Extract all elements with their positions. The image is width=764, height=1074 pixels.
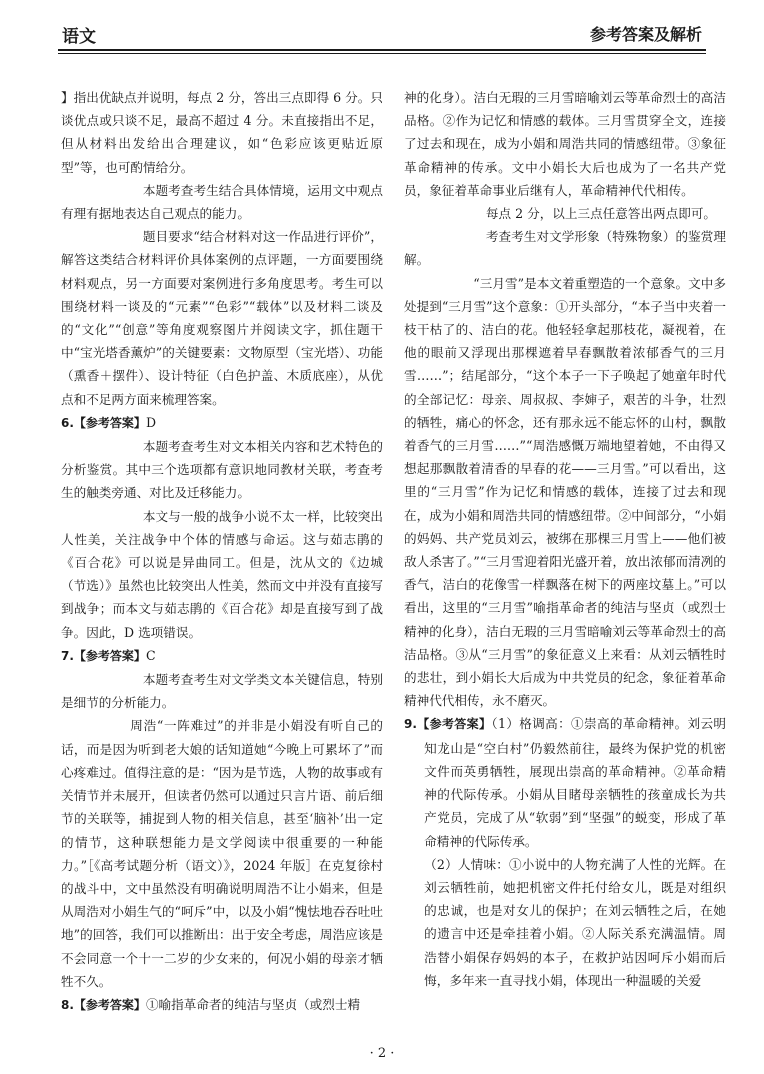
paragraph [404, 225, 726, 271]
page-number: · 2 · [369, 1046, 395, 1061]
subject-title: 语文 [62, 27, 96, 47]
answer-label: 【参考答案】 [73, 648, 146, 663]
answer-item [61, 993, 383, 1017]
paragraph [61, 179, 383, 225]
paragraph-text: 周浩“一阵难过”的并非是小娟没有听自己的话，而是因为听到老大娘的话知道她“今晚上可累坏了”而心疼难过。值得注意的是：“因为是节选，人物的故事或有关情节并未展开，但读者仍然可以通过只言片语、前后细节的关联等，捕捉到人物的相关信息，甚至‘脑补’出一定的情节，这种联想能力是文学阅读中很重要的一种能力。”［《高考试题分析（语文）》，2024 年版］在克复徐村的战斗中，文中虽然没有明确说明周浩不让小娟来，但是从周浩对小娟生气的“呵斥”中，以及小娟“愧怯地吞吞吐吐地”的回答，我们可以推断出：出于安全考虑，周浩应该是不会同意一个十一二岁的少女来的，何况小娟的母亲才牺牲不久。 [61, 718, 383, 989]
answer-item [61, 411, 383, 435]
section-title: 参考答案及解析 [589, 25, 702, 44]
paragraph [61, 225, 383, 411]
answer-label: 【参考答案】 [73, 415, 146, 430]
question-number: 9. [404, 717, 417, 732]
paragraph-text: 题目要求“结合材料对这一作品进行评价”，解答这类结合材料评价具体案例的点评题，一方面要围绕材料观点，另一方面要对案例进行多角度思考。考生可以围绕材料一谈及的“元素”“色彩”“载体”以及材料二谈及的“文化”“创意”等角度观察图片并阅读文字，抓住题干中“宝光塔香薰炉”的关键要素：文物原型（宝光塔）、功能（熏香＋摆件）、设计特征（白色护盖、木质底座），从优点和不足两方面来梳理答案。 [61, 229, 383, 407]
answer-item [404, 712, 726, 852]
paragraph-text: （2）人情味：①小说中的人物充满了人性的光辉。在刘云牺牲前，她把机密文件托付给女儿，既是对组织的忠诚，也是对女儿的保护；在刘云牺牲之后，在她的遗言中还是牵挂着小娟。②人际关系充满温情。周浩替小娟保存妈妈的本子，在救护站因呵斥小娟而后悔，多年来一直寻找小娟，体现出一种温暖的关爱 [424, 856, 726, 988]
paragraph-text: C [145, 647, 156, 663]
left-column [61, 86, 383, 1017]
header-rule-thick [58, 49, 706, 51]
paragraph [404, 272, 726, 713]
paragraph [61, 668, 383, 714]
paragraph-text: （1）格调高：①崇高的革命精神。刘云明知龙山是“空白村”仍毅然前往，最终为保护党的机密文件而英勇牺牲，展现出崇高的革命精神。②革命精神的代际传承。小娟从目睹母亲牺牲的孩童成长为共产党员，完成了从“软弱”到“坚强”的蜕变，形成了革命精神的代际传承。 [424, 716, 726, 849]
paragraph-text: ①喻指革命者的纯洁与坚贞（或烈士精 [145, 996, 361, 1012]
paragraph-text: 每点 2 分，以上三点任意答出两点即可。 [485, 206, 717, 222]
paragraph-text: 本题考查考生结合具体情境，运用文中观点有理有据地表达自己观点的能力。 [61, 182, 383, 222]
paragraph [61, 86, 383, 179]
page-header [58, 22, 706, 50]
answer-item [61, 644, 383, 668]
paragraph-text: 本文与一般的战争小说不太一样，比较突出人性美，关注战争中个体的情感与命运。这与茹志鹃的《百合花》可以说是异曲同工。但是，沈从文的《边城（节选）》虽然也比较突出人性美，然而文中并没有直接写到战争；而本文与茹志鹃的《百合花》却是直接写到了战争。因此，D 选项错误。 [61, 508, 383, 640]
paragraph [404, 853, 726, 992]
paragraph-text: 本题考查考生对文本相关内容和艺术特色的分析鉴赏。其中三个选项都有意识地同教材关联，考查考生的触类旁通、对比及迁移能力。 [61, 439, 383, 501]
paragraph-text: 考查考生对文学形象（特殊物象）的鉴赏理解。 [404, 229, 726, 268]
paragraph-text: D [145, 414, 157, 430]
question-number: 7. [61, 648, 74, 663]
paragraph [61, 505, 383, 644]
paragraph-text: “三月雪”是本文着重塑造的一个意象。文中多处提到“三月雪”这个意象：①开头部分，“本子当中夹着一枝干枯了的、洁白的花。他轻轻拿起那枝花，凝视着，在他的眼前又浮现出那棵遮着早春飘散着浓郁香气的三月雪……”；结尾部分，“这个本子一下子唤起了她童年时代的全部记忆：母亲、周叔叔、李婶子，艰苦的斗争，壮烈的牺牲，痛心的怀念，还有那永远不能忘怀的山村，飘散着香气的三月雪……”“周浩感慨万端地望着她，不由得又想起那飘散着清香的早春的花——三月雪。”可以看出，这里的“三月雪”作为记忆和情感的载体，连接了过去和现在，成为小娟和周浩共同的情感纽带。②中间部分，“小娟的妈妈、共产党员刘云，被绑在那棵三月雪上——他们被敌人杀害了。”“三月雪迎着阳光盛开着，放出浓郁而清冽的香气，洁白的花像雪一样飘落在树下的两座坟墓上。”可以看出，这里的“三月雪”喻指革命者的纯洁与坚贞（或烈士精神的化身），洁白无瑕的三月雪暗喻刘云等革命烈士的高洁品格。③从“三月雪”的象征意义上来看：从刘云牺牲时的悲壮，到小娟长大后成为中共党员的纪念，象征着革命精神代代相传，永不磨灭。 [404, 275, 726, 709]
question-number: 6. [61, 415, 74, 430]
answer-label: 【参考答案】 [416, 717, 492, 732]
paragraph-text: 神的化身）。洁白无瑕的三月雪暗喻刘云等革命烈士的高洁品格。②作为记忆和情感的载体。三月雪贯穿全文，连接了过去和现在，成为小娟和周浩共同的情感纽带。③象征革命精神的传承。文中小娟长大后也成为了一名共产党员，象征着革命事业后继有人，革命精神代代相传。 [404, 90, 726, 198]
paragraph [61, 435, 383, 505]
header-rule-thin [58, 53, 706, 54]
paragraph-text: 】指出优缺点并说明，每点 2 分，答出三点即得 6 分。只谈优点或只谈不足，最高不超过 4 分。未直接指出不足，但从材料出发给出合理建议，如“色彩应该更贴近原型”等，也可酌情给分。 [61, 90, 383, 175]
answer-label: 【参考答案】 [73, 997, 146, 1012]
right-column [404, 86, 726, 992]
question-number: 8. [61, 997, 74, 1012]
paragraph [61, 714, 383, 992]
paragraph [404, 202, 726, 225]
paragraph-text: 本题考查考生对文学类文本关键信息，特别是细节的分析能力。 [61, 672, 383, 711]
paragraph [404, 86, 726, 202]
